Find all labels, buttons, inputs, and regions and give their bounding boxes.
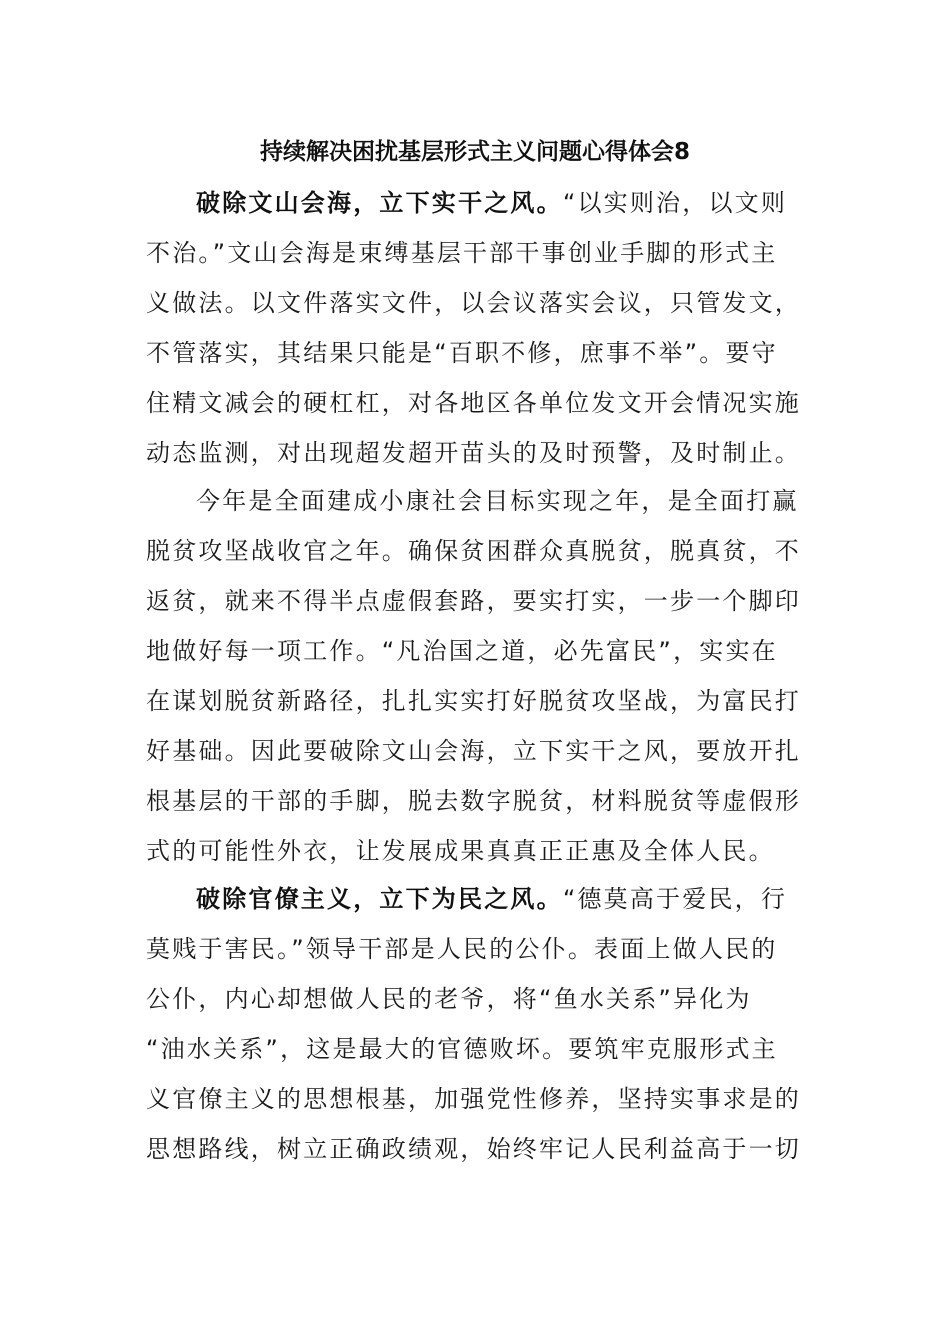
paragraph-line: “油水关系”，这是最大的官德败坏。要筑牢克服形式主 [146, 1035, 778, 1063]
paragraph-line: 公仆，内心却想做人民的老爷，将“鱼水关系”异化为 [146, 985, 752, 1013]
paragraph-line: 地做好每一项工作。“凡治国之道，必先富民”，实实在 [146, 637, 778, 665]
paragraph-line: 今年是全面建成小康社会目标实现之年，是全面打赢 [196, 487, 799, 515]
paragraph-line: 式的可能性外衣，让发展成果真真正正惠及全体人民。 [146, 837, 775, 865]
paragraph-line: 不管落实，其结果只能是“百职不修，庶事不举”。要守 [146, 339, 778, 367]
paragraph-line: 义官僚主义的思想根基，加强党性修养，坚持实事求是的 [146, 1085, 801, 1113]
paragraph-line: 根基层的干部的手脚，脱去数字脱贫，材料脱贫等虚假形 [146, 787, 801, 815]
paragraph-line: 动态监测，对出现超发超开苗头的及时预警，及时制止。 [146, 439, 801, 467]
paragraph-line: 思想路线，树立正确政绩观，始终牢记人民利益高于一切 [146, 1135, 801, 1163]
paragraph-lead: 破除文山会海，立下实干之风。 [196, 189, 563, 217]
paragraph-3 [146, 874, 806, 1174]
document-title: 持续解决困扰基层形式主义问题心得体会8 [259, 139, 690, 165]
paragraph-2 [146, 476, 806, 876]
paragraph-line: 不治。”文山会海是束缚基层干部干事创业手脚的形式主 [146, 239, 778, 267]
paragraph-line: 脱贫攻坚战收官之年。确保贫困群众真脱贫，脱真贫，不 [146, 537, 801, 565]
paragraph-line: 义做法。以文件落实文件，以会议落实会议，只管发文， [146, 289, 801, 317]
paragraph-line: 莫贱于害民。”领导干部是人民的公仆。表面上做人民的 [146, 935, 778, 963]
paragraph-text: “以实则治，以文则 [562, 189, 788, 217]
paragraph-line: 好基础。因此要破除文山会海，立下实干之风，要放开扎 [146, 737, 801, 765]
paragraph-line [146, 874, 806, 924]
paragraph-line [146, 178, 806, 228]
paragraph-text: “德莫高于爱民，行 [562, 885, 788, 913]
paragraph-line: 返贫，就来不得半点虚假套路，要实打实，一步一个脚印 [146, 587, 801, 615]
paragraph-1 [146, 178, 806, 478]
paragraph-line: 住精文减会的硬杠杠，对各地区各单位发文开会情况实施 [146, 389, 801, 417]
paragraph-line: 在谋划脱贫新路径，扎扎实实打好脱贫攻坚战，为富民打 [146, 687, 801, 715]
paragraph-lead: 破除官僚主义，立下为民之风。 [196, 885, 563, 913]
